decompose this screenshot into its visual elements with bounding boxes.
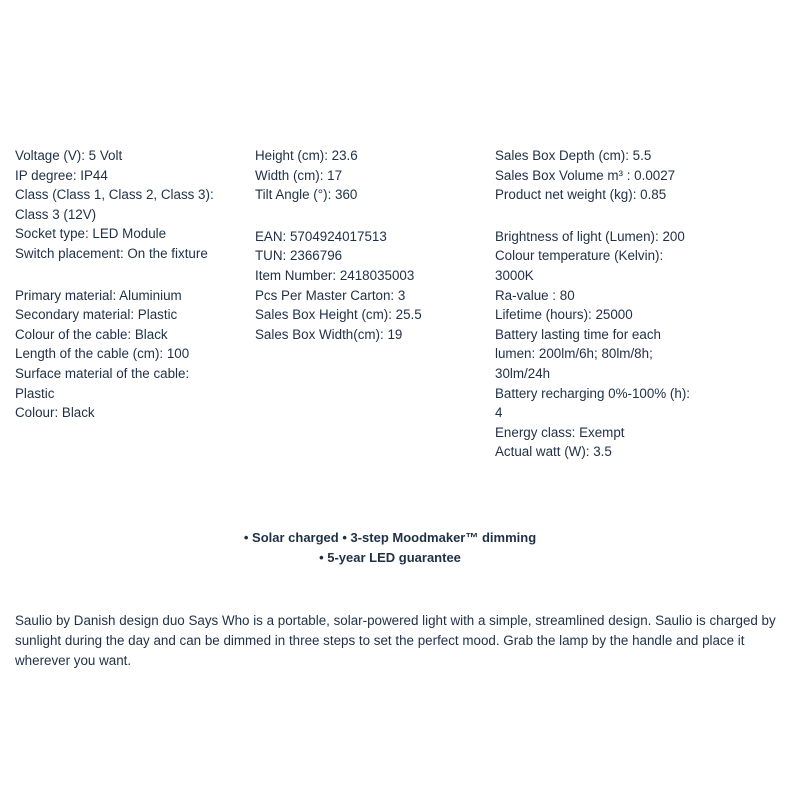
feature-highlights: [0, 528, 780, 568]
spec-spacer: [255, 205, 485, 227]
spec-width: Width (cm): 17: [255, 167, 343, 183]
feature-line: • Solar charged • 3-step Moodmaker™ dimming: [243, 530, 537, 545]
spec-net-weight: Product net weight (kg): 0.85: [495, 187, 667, 203]
spec-battery-lasting-label: Battery lasting time for each: [495, 326, 661, 342]
spec-battery-recharging-value: 4: [495, 405, 503, 421]
spec-column-electrical-material: [15, 146, 245, 423]
spec-sales-box-height: Sales Box Height (cm): 25.5: [255, 307, 422, 323]
spec-cable-colour: Colour of the cable: Black: [15, 326, 168, 342]
spec-sales-box-volume: Sales Box Volume m³ : 0.0027: [495, 167, 676, 183]
spec-ra-value: Ra-value : 80: [495, 287, 575, 303]
spec-height: Height (cm): 23.6: [255, 148, 358, 163]
spec-sales-box-depth: Sales Box Depth (cm): 5.5: [495, 148, 652, 163]
spec-voltage: Voltage (V): 5 Volt: [15, 148, 123, 163]
spec-spacer: [495, 205, 795, 227]
spec-column-packaging-light: [495, 146, 795, 462]
spec-lifetime: Lifetime (hours): 25000: [495, 307, 633, 323]
spec-battery-recharging-label: Battery recharging 0%-100% (h):: [495, 385, 691, 401]
spec-primary-material: Primary material: Aluminium: [15, 287, 182, 303]
spec-colour-temperature-label: Colour temperature (Kelvin):: [495, 248, 664, 264]
spec-energy-class: Energy class: Exempt: [495, 424, 625, 440]
spec-tun: TUN: 2366796: [255, 248, 343, 264]
spec-pcs-per-carton: Pcs Per Master Carton: 3: [255, 287, 406, 303]
spec-cable-surface-value: Plastic: [15, 385, 55, 401]
spec-battery-lasting-value-1: lumen: 200lm/6h; 80lm/8h;: [495, 346, 653, 362]
spec-class-label: Class (Class 1, Class 2, Class 3):: [15, 187, 214, 203]
spec-spacer: [15, 264, 245, 286]
spec-brightness: Brightness of light (Lumen): 200: [495, 228, 685, 244]
feature-line: • 5-year LED guarantee: [319, 550, 461, 565]
spec-secondary-material: Secondary material: Plastic: [15, 307, 178, 323]
spec-colour-temperature-value: 3000K: [495, 267, 534, 283]
spec-tilt-angle: Tilt Angle (°): 360: [255, 187, 358, 203]
spec-class-value: Class 3 (12V): [15, 206, 97, 222]
spec-ean: EAN: 5704924017513: [255, 228, 387, 244]
spec-cable-length: Length of the cable (cm): 100: [15, 346, 190, 362]
spec-item-number: Item Number: 2418035003: [255, 267, 415, 283]
spec-ip-degree: IP degree: IP44: [15, 167, 108, 183]
spec-switch-placement: Switch placement: On the fixture: [15, 245, 208, 261]
spec-actual-watt: Actual watt (W): 3.5: [495, 444, 612, 460]
product-description: Saulio by Danish design duo Says Who is a portable, solar-powered light with a simple, streamlined design. Saulio is charged by sunlight during the day and can be dimmed in three steps to set the perfect mood. Grab the lamp by the handle and place it wherever you want.: [15, 613, 776, 669]
spec-colour: Colour: Black: [15, 405, 95, 421]
spec-sales-box-width: Sales Box Width(cm): 19: [255, 326, 403, 342]
spec-cable-surface-label: Surface material of the cable:: [15, 365, 190, 381]
spec-socket-type: Socket type: LED Module: [15, 226, 167, 242]
spec-battery-lasting-value-2: 30lm/24h: [495, 365, 551, 381]
spec-column-dimensions-ids: [255, 146, 485, 344]
